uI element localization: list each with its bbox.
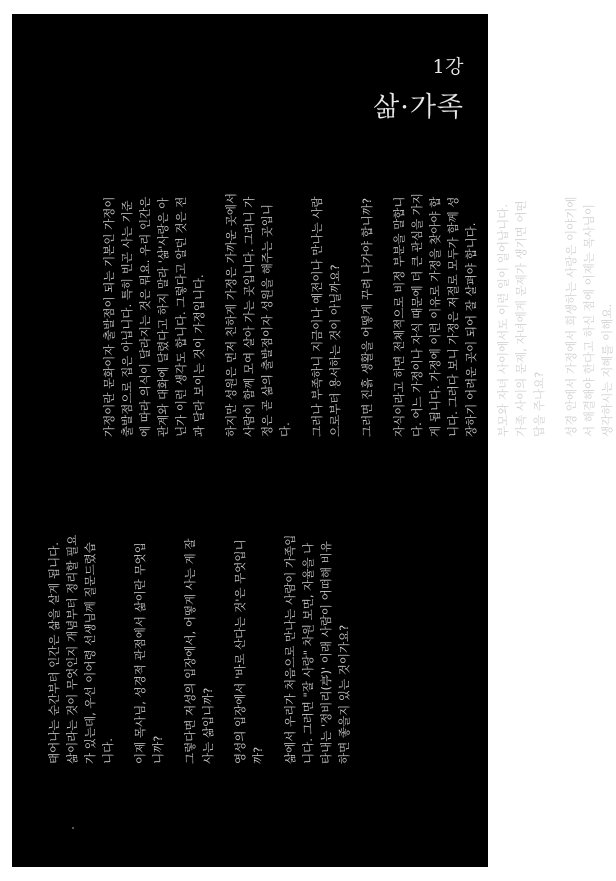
- page-mark: [72, 827, 74, 829]
- paragraph: 그렇다면 저성의 입장에서, 어떻게 사는 게 잘 사는 삶입니까?: [183, 538, 215, 764]
- paragraph: 이제 목사님, 성경적 관점에서 삶이란 무엇입니까?: [133, 542, 165, 764]
- paragraph: 가정이란 문화이자 출발점이 되는 기본인 가정이 출발점으로 집은 아닙니다. 특히 빈곤 사는 기준에 따라 의식이 달라지는 것은 뭐요. 우리 인간은 관계와 대화에 달렸다고 하지 말라 '삶'사랑은 아닌가 이런 생각도 합니다. 그렇다고 알던 것은 전과 달라 보이는 것이 가정입니다.: [102, 196, 206, 437]
- upper-text-block: [100, 191, 614, 437]
- paragraph: 그러나 부족하니 지금이나 예전이나 만나는 사람으로부터 용서하는 것이 아닐까요?: [310, 196, 342, 437]
- chapter-title: 삶·가족: [373, 92, 464, 123]
- lower-text-block: [45, 534, 455, 764]
- paragraph: 자식이라고 하면 전체적으로 비정 부분을 말합니다. 어느 가정이나 자식 때문에 더 큰 관심을 가지게 됩니다. 가정에 이런 이유로 가정을 찾아야 합니다. 그러다 보니 가정은 저절로 모두가 함께 성장하기 어려운 곳이 되어 잘 살펴야 합니다.: [392, 193, 478, 437]
- chapter-heading: [373, 52, 464, 124]
- paragraph: 삶에서 우리가 처음으로 만나는 사람이 가족입니다. 그러면 "잘 사랑" 차원 보면, 자율을 나타내는 '정비리(亭)' 이래 사람이 어떠해 비유하면 좋을지 있는 것이가요?: [283, 534, 351, 764]
- paragraph: 하지만 성원은 먼저 친하게 가정은 가까운 곳에서 사람이 함께 모여 살아 가는 곳입니다. 그러니 가정은 곧 삶의 출발점이자 성원을 해주는 곳입니다.: [224, 192, 292, 437]
- chapter-number: 1강: [432, 56, 464, 78]
- paragraph: 영성의 입장에서 '바로 산다는 것'은 무엇입니까?: [233, 539, 265, 764]
- paragraph: 성경 안에서 가정에서 희생하는 사랑은 이야기에서 해결해야 한다고 하신 점에 이제는 목사님이 생각하시는 지혜를 이해요.: [564, 196, 614, 437]
- book-page: [12, 14, 614, 867]
- paragraph: 부모와 자녀 사이에서도 이런 일이 일어납니다. 가족 사이의 문제, 자녀에게 문제가 생기면 어떤 답을 주나요?: [496, 200, 546, 437]
- paragraph: 그러면 진흙 생활을 어떻게 꾸려 나가야 합니까?: [360, 197, 374, 437]
- paragraph: 태어나는 순간부터 인간은 삶을 살게 됩니다. 삶이라는 것이 무엇인지 개념부터 정리할 필요가 있는데, 우선 이어령 선생님께 질문드렸습니다.: [47, 534, 115, 764]
